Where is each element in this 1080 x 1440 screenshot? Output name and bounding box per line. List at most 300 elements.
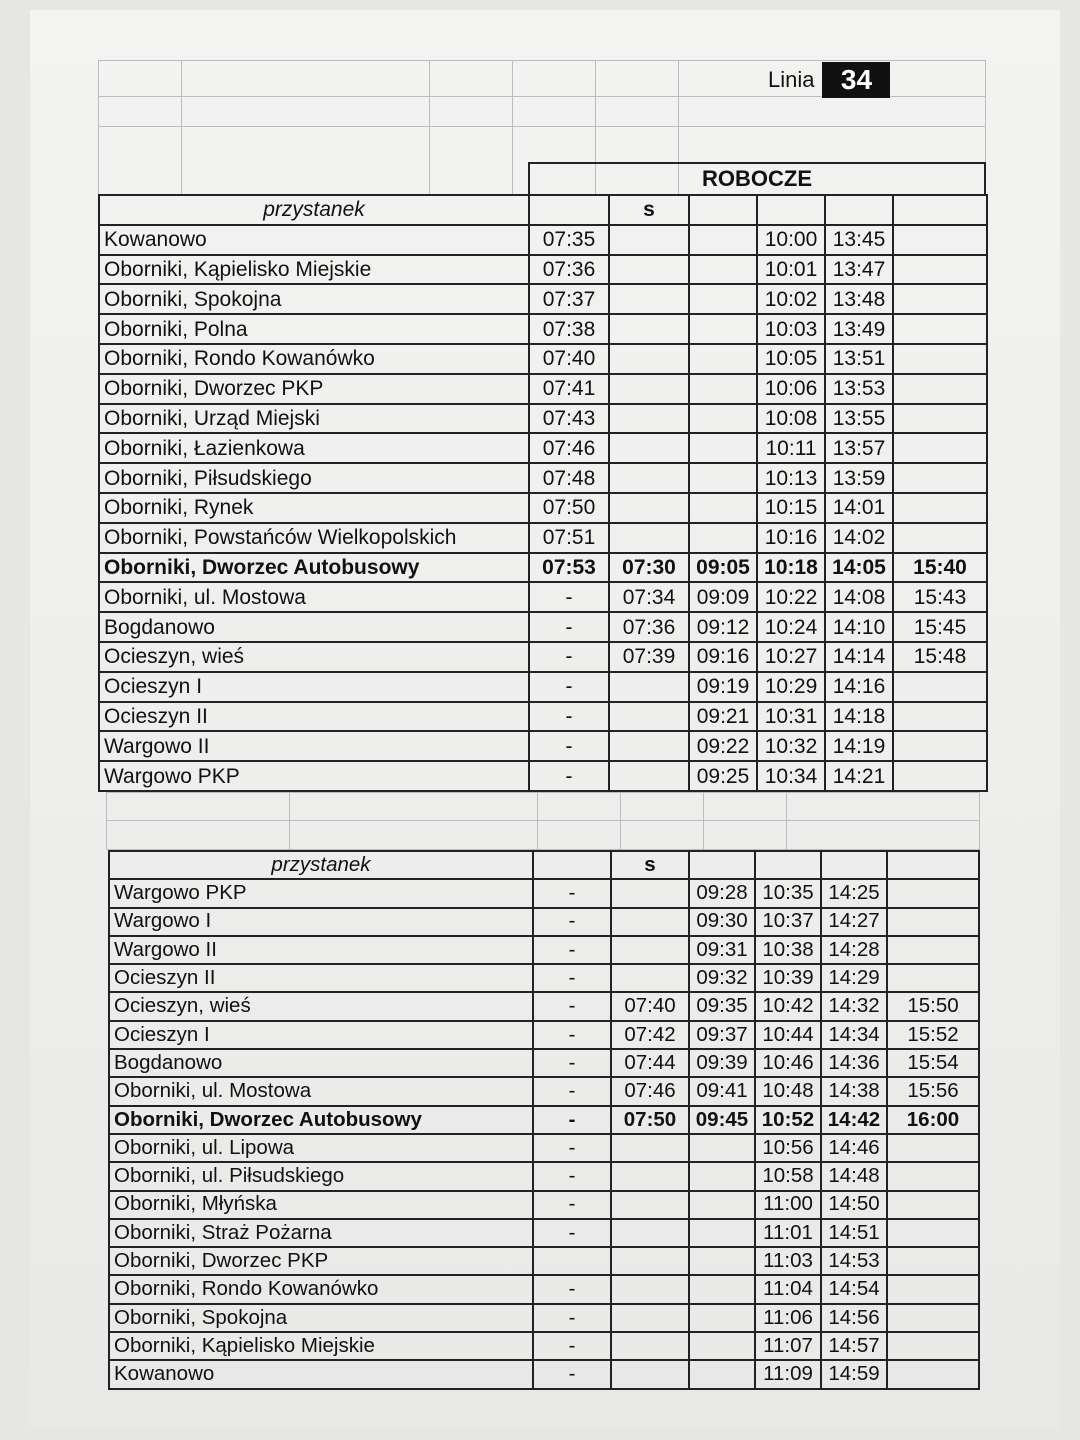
table-row [99,255,987,285]
departure-time: 15:43 [893,582,987,612]
table-row [99,761,987,791]
table-row [99,553,987,583]
departure-time [611,964,689,992]
stop-name: Oborniki, ul. Mostowa [99,582,529,612]
departure-time: 10:31 [757,702,825,732]
departure-time: - [533,908,611,936]
departure-time [689,1247,755,1275]
departure-time: 11:01 [755,1219,821,1247]
departure-time: - [529,731,609,761]
departure-time: 10:06 [757,374,825,404]
departure-time: 10:35 [755,879,821,907]
table-row [109,1049,979,1077]
departure-time [689,493,757,523]
course-column-header [755,851,821,879]
table-row [99,582,987,612]
departure-time [893,493,987,523]
departure-time: 10:58 [755,1162,821,1190]
table-row [109,879,979,907]
stop-column-header: przystanek [109,851,533,879]
departure-time: 07:44 [611,1049,689,1077]
course-column-header [533,851,611,879]
departure-time: 07:40 [529,344,609,374]
departure-time: 09:19 [689,672,757,702]
departure-time: 14:19 [825,731,893,761]
departure-time: 10:34 [757,761,825,791]
departure-time: 07:41 [529,374,609,404]
table-row [99,374,987,404]
departure-time: 14:54 [821,1275,887,1303]
course-column-header: s [609,195,689,225]
departure-time: 10:44 [755,1021,821,1049]
departure-time: 09:45 [689,1106,755,1134]
course-column-header [757,195,825,225]
departure-time: 14:51 [821,1219,887,1247]
course-column-header [893,195,987,225]
departure-time [611,1360,689,1388]
stop-name: Oborniki, Urząd Miejski [99,404,529,434]
departure-time: 10:37 [755,908,821,936]
stop-name: Oborniki, ul. Piłsudskiego [109,1162,533,1190]
departure-time: 11:06 [755,1304,821,1332]
departure-time: 14:42 [821,1106,887,1134]
departure-time: 07:50 [529,493,609,523]
departure-time: 10:24 [757,612,825,642]
departure-time: 10:01 [757,255,825,285]
table-row [109,1191,979,1219]
departure-time: 10:00 [757,225,825,255]
departure-time [887,1134,979,1162]
departure-time [689,1304,755,1332]
departure-time [689,1275,755,1303]
departure-time: 14:38 [821,1077,887,1105]
departure-time [611,1191,689,1219]
departure-time [893,731,987,761]
departure-time: - [529,612,609,642]
departure-time [893,761,987,791]
departure-time: 09:21 [689,702,757,732]
departure-time: 07:36 [529,255,609,285]
departure-time [887,1191,979,1219]
departure-time: 14:18 [825,702,893,732]
departure-time: - [533,1191,611,1219]
stop-name: Oborniki, Powstańców Wielkopolskich [99,523,529,553]
departure-time [689,374,757,404]
stop-name: Ocieszyn II [109,964,533,992]
stop-name: Oborniki, Rondo Kowanówko [109,1275,533,1303]
departure-time [689,523,757,553]
departure-time [689,344,757,374]
departure-time: - [533,1304,611,1332]
course-column-header: s [611,851,689,879]
stop-name: Oborniki, Spokojna [99,284,529,314]
departure-time: 13:51 [825,344,893,374]
stop-name: Bogdanowo [109,1049,533,1077]
line-number-badge: 34 [822,62,890,98]
departure-time: 10:38 [755,936,821,964]
departure-time: 09:30 [689,908,755,936]
departure-time [611,879,689,907]
departure-time: 13:59 [825,463,893,493]
departure-time: 10:42 [755,992,821,1020]
departure-time: 15:40 [893,553,987,583]
departure-time [689,433,757,463]
departure-time: - [533,1162,611,1190]
departure-time [609,433,689,463]
stop-name: Oborniki, Rynek [99,493,529,523]
line-label: Linia [768,67,815,92]
stop-column-header: przystanek [99,195,529,225]
departure-time: 09:09 [689,582,757,612]
departure-time: 14:25 [821,879,887,907]
table-row [99,702,987,732]
table-row [109,964,979,992]
departure-time: 09:37 [689,1021,755,1049]
departure-time [893,225,987,255]
table-row [109,992,979,1020]
departure-time [893,523,987,553]
departure-time [887,936,979,964]
table-row [109,936,979,964]
departure-time: 10:16 [757,523,825,553]
departure-time [689,225,757,255]
departure-time: 09:35 [689,992,755,1020]
departure-time [689,314,757,344]
departure-time: - [533,1360,611,1388]
departure-time: - [533,1219,611,1247]
departure-time [609,523,689,553]
stop-name: Oborniki, Piłsudskiego [99,463,529,493]
departure-time [887,1219,979,1247]
departure-time [893,433,987,463]
table-row [109,1134,979,1162]
departure-time [893,284,987,314]
departure-time [689,1360,755,1388]
departure-time [689,284,757,314]
departure-time: 09:25 [689,761,757,791]
departure-time: 09:16 [689,642,757,672]
departure-time [893,404,987,434]
departure-time [611,1247,689,1275]
departure-time [689,404,757,434]
departure-time [887,1304,979,1332]
course-column-header [821,851,887,879]
departure-time [887,908,979,936]
departure-time: 10:29 [757,672,825,702]
departure-time: 07:46 [529,433,609,463]
departure-time: 13:57 [825,433,893,463]
departure-time: 09:32 [689,964,755,992]
departure-time: - [533,1275,611,1303]
departure-time: 14:36 [821,1049,887,1077]
departure-time [893,672,987,702]
course-column-header [529,195,609,225]
departure-time: - [529,672,609,702]
timetable-return [108,850,980,1390]
departure-time [609,284,689,314]
departure-time: - [533,1021,611,1049]
departure-time: 10:08 [757,404,825,434]
departure-time: 11:04 [755,1275,821,1303]
departure-time: 15:56 [887,1077,979,1105]
stop-name: Oborniki, ul. Lipowa [109,1134,533,1162]
departure-time [609,493,689,523]
departure-time [609,374,689,404]
stop-name: Wargowo PKP [109,879,533,907]
departure-time: 14:46 [821,1134,887,1162]
departure-time [887,1332,979,1360]
departure-time [609,314,689,344]
departure-time: 07:42 [611,1021,689,1049]
departure-time [611,936,689,964]
departure-time: 09:05 [689,553,757,583]
table-row [109,1247,979,1275]
table-row [109,1304,979,1332]
departure-time: 16:00 [887,1106,979,1134]
departure-time: 13:49 [825,314,893,344]
departure-time [611,1219,689,1247]
stop-name: Oborniki, Rondo Kowanówko [99,344,529,374]
departure-time: 13:55 [825,404,893,434]
stop-name: Wargowo II [99,731,529,761]
table-row [109,1162,979,1190]
table-row [99,433,987,463]
table-row [109,1077,979,1105]
departure-time [609,731,689,761]
table-row [99,612,987,642]
departure-time: 15:45 [893,612,987,642]
departure-time: 14:01 [825,493,893,523]
departure-time: 13:53 [825,374,893,404]
departure-time: - [529,642,609,672]
departure-time [609,255,689,285]
departure-time [609,672,689,702]
departure-time [611,908,689,936]
departure-time: 10:03 [757,314,825,344]
stop-name: Oborniki, ul. Mostowa [109,1077,533,1105]
table-row [109,1021,979,1049]
departure-time [893,255,987,285]
faint-grid-middle [106,792,980,850]
stop-name: Wargowo I [109,908,533,936]
departure-time [887,1162,979,1190]
stop-name: Oborniki, Kąpielisko Miejskie [99,255,529,285]
departure-time [609,761,689,791]
day-type-header: ROBOCZE [528,162,986,194]
stop-name: Oborniki, Dworzec PKP [109,1247,533,1275]
departure-time: 07:50 [611,1106,689,1134]
departure-time [609,404,689,434]
stop-name: Oborniki, Łazienkowa [99,433,529,463]
departure-time: 10:46 [755,1049,821,1077]
course-column-header [887,851,979,879]
departure-time: 10:27 [757,642,825,672]
departure-time [689,1332,755,1360]
stop-name: Wargowo PKP [99,761,529,791]
departure-time: 07:51 [529,523,609,553]
table-row [99,404,987,434]
departure-time [887,1360,979,1388]
departure-time [611,1134,689,1162]
stop-name: Oborniki, Młyńska [109,1191,533,1219]
departure-time: 14:02 [825,523,893,553]
table-row [99,463,987,493]
table-row [109,1332,979,1360]
departure-time: 09:31 [689,936,755,964]
departure-time: 14:21 [825,761,893,791]
departure-time [689,1219,755,1247]
departure-time: 07:39 [609,642,689,672]
departure-time: 07:34 [609,582,689,612]
departure-time: 09:41 [689,1077,755,1105]
departure-time [689,463,757,493]
stop-name: Wargowo II [109,936,533,964]
course-column-header [689,851,755,879]
departure-time: 14:56 [821,1304,887,1332]
table-row [99,493,987,523]
table-row [109,1275,979,1303]
departure-time [893,374,987,404]
stop-name: Ocieszyn, wieś [109,992,533,1020]
departure-time: 07:53 [529,553,609,583]
departure-time: 14:48 [821,1162,887,1190]
departure-time [609,702,689,732]
departure-time [689,1162,755,1190]
departure-time [689,255,757,285]
departure-time [893,702,987,732]
stop-name: Oborniki, Dworzec PKP [99,374,529,404]
departure-time: 14:50 [821,1191,887,1219]
departure-time: 07:43 [529,404,609,434]
departure-time: 10:32 [757,731,825,761]
departure-time: 14:59 [821,1360,887,1388]
line-header [768,62,890,98]
departure-time: 14:05 [825,553,893,583]
departure-time: 10:18 [757,553,825,583]
departure-time [611,1332,689,1360]
departure-time [893,314,987,344]
departure-time: - [529,582,609,612]
departure-time: 14:29 [821,964,887,992]
departure-time [887,1247,979,1275]
course-column-header [689,195,757,225]
departure-time: 07:40 [611,992,689,1020]
departure-time: - [533,1049,611,1077]
stop-name: Oborniki, Dworzec Autobusowy [99,553,529,583]
departure-time: - [533,879,611,907]
departure-time: 14:08 [825,582,893,612]
table-row [99,672,987,702]
departure-time [689,1191,755,1219]
departure-time: 07:36 [609,612,689,642]
departure-time: 15:50 [887,992,979,1020]
table-row [109,1106,979,1134]
departure-time: 11:09 [755,1360,821,1388]
departure-time: 14:27 [821,908,887,936]
departure-time: 14:28 [821,936,887,964]
departure-time: 10:56 [755,1134,821,1162]
table-row [109,1360,979,1388]
departure-time [609,344,689,374]
departure-time: 09:39 [689,1049,755,1077]
departure-time: 10:22 [757,582,825,612]
departure-time: 13:45 [825,225,893,255]
departure-time: 07:30 [609,553,689,583]
course-column-header [825,195,893,225]
stop-name: Ocieszyn I [109,1021,533,1049]
stop-name: Oborniki, Polna [99,314,529,344]
stop-name: Ocieszyn, wieś [99,642,529,672]
departure-time: 10:02 [757,284,825,314]
stop-name: Oborniki, Kąpielisko Miejskie [109,1332,533,1360]
departure-time: 10:15 [757,493,825,523]
departure-time: - [533,992,611,1020]
stop-name: Ocieszyn II [99,702,529,732]
departure-time [611,1275,689,1303]
departure-time: 10:11 [757,433,825,463]
departure-time: 14:53 [821,1247,887,1275]
departure-time: 15:48 [893,642,987,672]
departure-time: 07:37 [529,284,609,314]
departure-time: 11:00 [755,1191,821,1219]
stop-name: Oborniki, Dworzec Autobusowy [109,1106,533,1134]
departure-time: 14:16 [825,672,893,702]
table-row [99,314,987,344]
departure-time: 14:34 [821,1021,887,1049]
departure-time: 07:38 [529,314,609,344]
departure-time: 14:57 [821,1332,887,1360]
departure-time: 09:22 [689,731,757,761]
departure-time: - [533,936,611,964]
table-row [99,225,987,255]
departure-time [887,879,979,907]
departure-time: 09:12 [689,612,757,642]
departure-time: - [533,964,611,992]
departure-time [611,1304,689,1332]
departure-time [689,1134,755,1162]
table-row [109,908,979,936]
departure-time: 11:07 [755,1332,821,1360]
table-row [99,344,987,374]
stop-name: Bogdanowo [99,612,529,642]
departure-time: 07:46 [611,1077,689,1105]
departure-time: - [529,702,609,732]
departure-time: 10:52 [755,1106,821,1134]
departure-time: - [533,1106,611,1134]
departure-time [609,463,689,493]
stop-name: Oborniki, Straż Pożarna [109,1219,533,1247]
departure-time: 07:35 [529,225,609,255]
departure-time [611,1162,689,1190]
departure-time: - [533,1077,611,1105]
table-row [99,523,987,553]
departure-time: 10:39 [755,964,821,992]
departure-time: 14:14 [825,642,893,672]
stop-name: Ocieszyn I [99,672,529,702]
departure-time: 11:03 [755,1247,821,1275]
departure-time: 13:48 [825,284,893,314]
departure-time: 14:10 [825,612,893,642]
table-row [99,731,987,761]
departure-time [887,1275,979,1303]
departure-time: 07:48 [529,463,609,493]
departure-time: 10:05 [757,344,825,374]
departure-time [533,1247,611,1275]
table-row [99,642,987,672]
departure-time: 15:54 [887,1049,979,1077]
departure-time: 14:32 [821,992,887,1020]
departure-time: 13:47 [825,255,893,285]
